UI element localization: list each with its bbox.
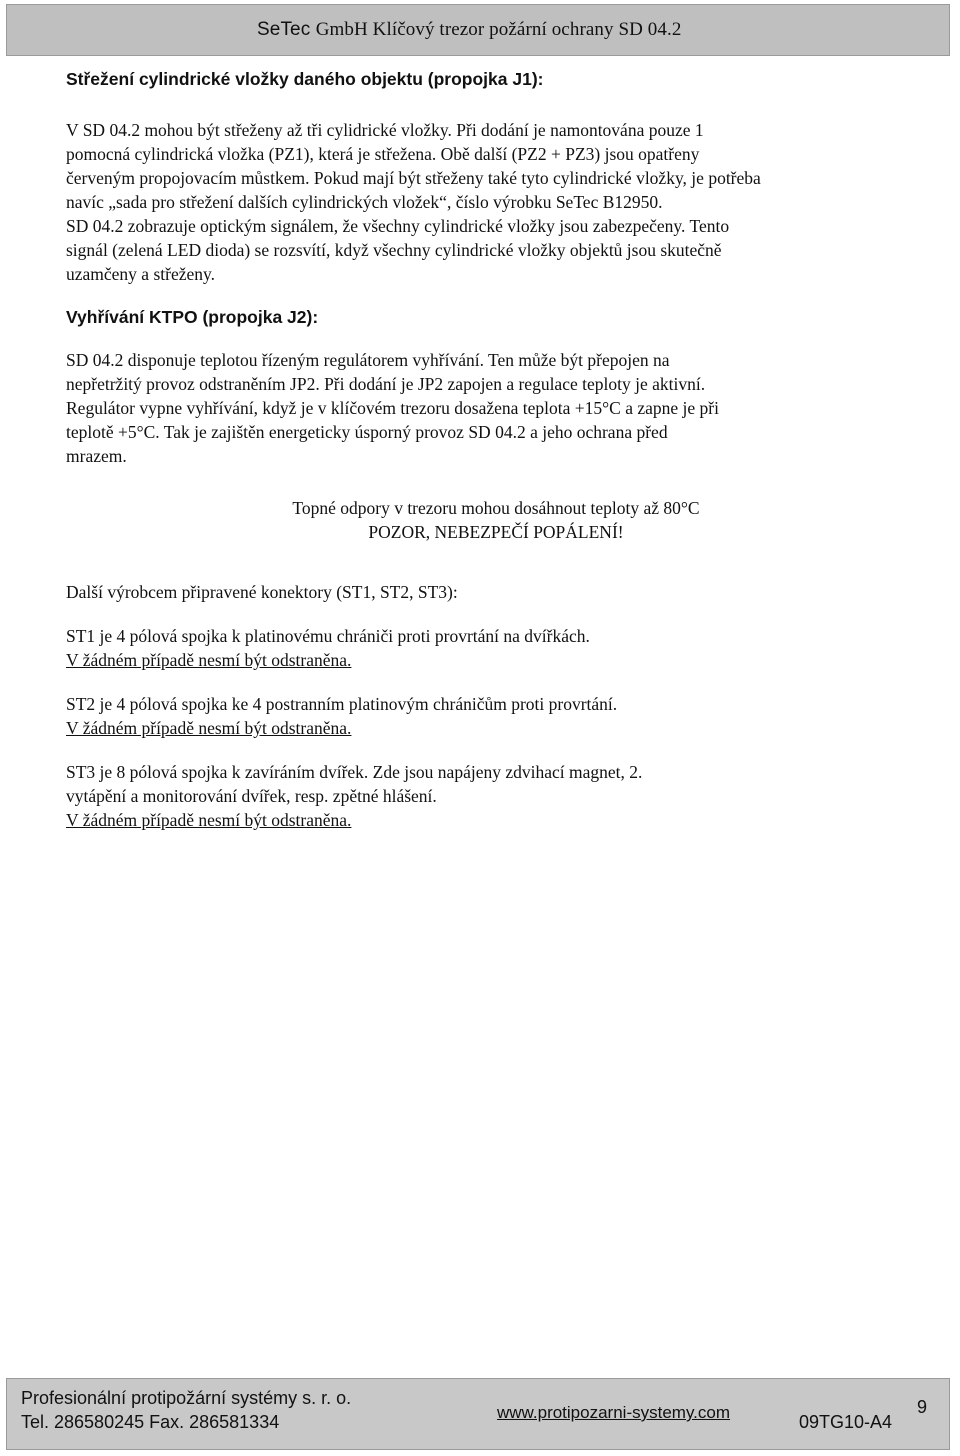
footer-website-link[interactable]: www.protipozarni-systemy.com	[497, 1403, 731, 1422]
connector-st2-note: V žádném případě nesmí být odstraněna.	[66, 718, 352, 738]
paragraph-line: SD 04.2 zobrazuje optickým signálem, že všechny cylindrické vložky jsou zabezpečeny. Tento	[66, 216, 730, 236]
paragraph-line: mrazem.	[66, 446, 127, 466]
connector-st1-note: V žádném případě nesmí být odstraněna.	[66, 650, 352, 670]
paragraph-line: SD 04.2 disponuje teplotou řízeným regulátorem vyhřívání. Ten může být přepojen na	[66, 350, 670, 370]
paragraph-line: V SD 04.2 mohou být střeženy až tři cylidrické vložky. Při dodání je namontována pouze 1	[66, 120, 704, 140]
paragraph-line: uzamčeny a střeženy.	[66, 264, 215, 284]
page-footer	[6, 1378, 950, 1450]
header-title	[257, 19, 681, 41]
paragraph-line: červeným propojovacím můstkem. Pokud mají být střeženy také tyto cylindrické vložky, je potřeba	[66, 168, 761, 188]
footer-company: Profesionální protipožární systémy s. r. o.	[21, 1388, 352, 1408]
footer-document-code: 09TG10-A4	[799, 1412, 893, 1432]
paragraph-line: navíc „sada pro střežení dalších cylindrických vložek“, číslo výrobku SeTec B12950.	[66, 192, 663, 212]
warning-burn: POZOR, NEBEZPEČÍ POPÁLENÍ!	[368, 522, 624, 542]
paragraph-line: signál (zelená LED dioda) se rozsvítí, když všechny cylindrické vložky objektů jsou skutečně	[66, 240, 722, 260]
paragraph-line: pomocná cylindrická vložka (PZ1), která je střežena. Obě další (PZ2 + PZ3) jsou opatřeny	[66, 144, 700, 164]
connector-st2: ST2 je 4 pólová spojka ke 4 postranním platinovým chráničům proti provrtání.	[66, 694, 618, 714]
header-title-text: GmbH Klíčový trezor požární ochrany SD 04.2	[315, 19, 682, 40]
connector-st3: ST3 je 8 pólová spojka k zavíráním dvířek. Zde jsou napájeny zdvihací magnet, 2.	[66, 762, 643, 782]
page-number: 9	[917, 1397, 928, 1417]
connector-st3-cont: vytápění a monitorování dvířek, resp. zpětné hlášení.	[66, 786, 437, 806]
warning-temperature: Topné odpory v trezoru mohou dosáhnout teploty až 80°C	[292, 498, 700, 518]
page-header	[6, 4, 950, 56]
footer-phone: Tel. 286580245 Fax. 286581334	[21, 1412, 280, 1432]
paragraph-line: nepřetržitý provoz odstraněním JP2. Při dodání je JP2 zapojen a regulace teploty je aktivní.	[66, 374, 706, 394]
paragraph-line: teplotě +5°C. Tak je zajištěn energeticky úsporný provoz SD 04.2 a jeho ochrana před	[66, 422, 668, 442]
page-content	[66, 58, 926, 832]
paragraph-line: Regulátor vypne vyhřívání, když je v klíčovém trezoru dosažena teplota +15°C a zapne je při	[66, 398, 719, 418]
header-brand: SeTec	[257, 19, 311, 40]
connector-st1: ST1 je 4 pólová spojka k platinovému chrániči proti provrtání na dvířkách.	[66, 626, 590, 646]
section-heading-heating: Vyhřívání KTPO (propojka J2):	[66, 307, 319, 327]
section-heading-connectors: Další výrobcem připravené konektory (ST1, ST2, ST3):	[66, 582, 458, 602]
connector-st3-note: V žádném případě nesmí být odstraněna.	[66, 810, 352, 830]
section-heading-cylinder: Střežení cylindrické vložky daného objektu (propojka J1):	[66, 69, 544, 89]
